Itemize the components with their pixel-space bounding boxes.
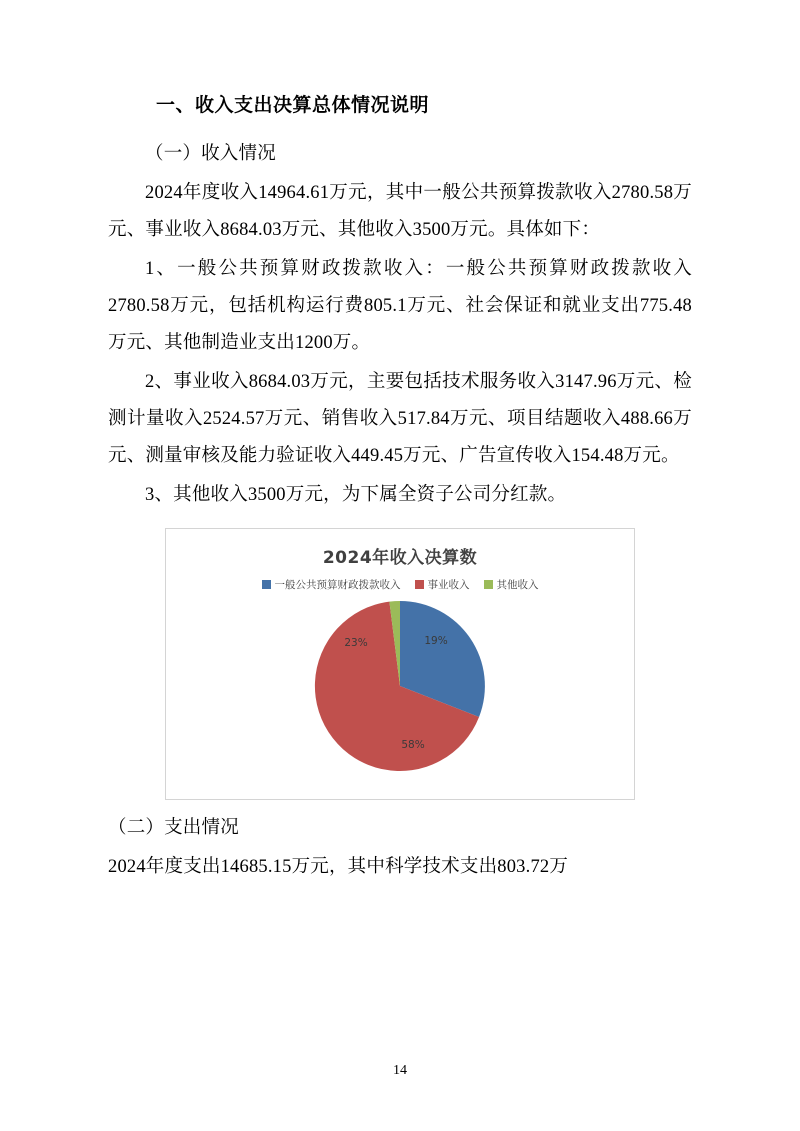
- legend-label-1: 事业收入: [427, 578, 470, 591]
- document-content: [108, 92, 692, 888]
- legend-swatch-2: [484, 580, 493, 589]
- legend-item-0: [262, 577, 401, 592]
- legend-label-0: 一般公共预算财政拨款收入: [274, 578, 401, 591]
- subsection-heading-expenditure: （二）支出情况: [108, 817, 239, 838]
- paragraph-item-1: 1、一般公共预算财政拨款收入：一般公共预算财政拨款收入2780.58万元，包括机构运行费805.1万元、社会保证和就业支出775.48万元、其他制造业支出1200万。: [108, 258, 692, 353]
- page-number: 14: [393, 1063, 407, 1078]
- chart-container: [108, 528, 692, 800]
- pie-label-2: 23%: [344, 636, 368, 649]
- chart-legend: [166, 577, 634, 592]
- legend-swatch-1: [415, 580, 424, 589]
- legend-item-1: [415, 577, 470, 592]
- paragraph-item-2: 2、事业收入8684.03万元，主要包括技术服务收入3147.96万元、检测计量收入2524.57万元、销售收入517.84万元、项目结题收入488.66万元、测量审核及能力验证收入449.45万元、广告宣传收入154.48万元。: [108, 371, 692, 466]
- legend-label-2: 其他收入: [496, 578, 539, 591]
- paragraph-income-total: 2024年度收入14964.61万元，其中一般公共预算拨款收入2780.58万元、事业收入8684.03万元、其他收入3500万元。具体如下：: [108, 182, 692, 240]
- pie-label-1: 58%: [401, 738, 425, 751]
- legend-item-2: [484, 577, 539, 592]
- paragraph-item-3: 3、其他收入3500万元，为下属全资子公司分红款。: [145, 484, 567, 505]
- pie-plot-area: [166, 596, 634, 776]
- pie-label-0: 19%: [424, 634, 448, 647]
- page-title: 一、收入支出决算总体情况说明: [156, 94, 430, 116]
- subsection-heading-income: （一）收入情况: [145, 143, 276, 164]
- paragraph-expenditure: 2024年度支出14685.15万元，其中科学技术支出803.72万: [108, 856, 569, 877]
- pie-chart: [165, 528, 635, 800]
- pie-svg: [290, 596, 510, 776]
- legend-swatch-0: [262, 580, 271, 589]
- chart-title: 2024年收入决算数: [322, 547, 478, 568]
